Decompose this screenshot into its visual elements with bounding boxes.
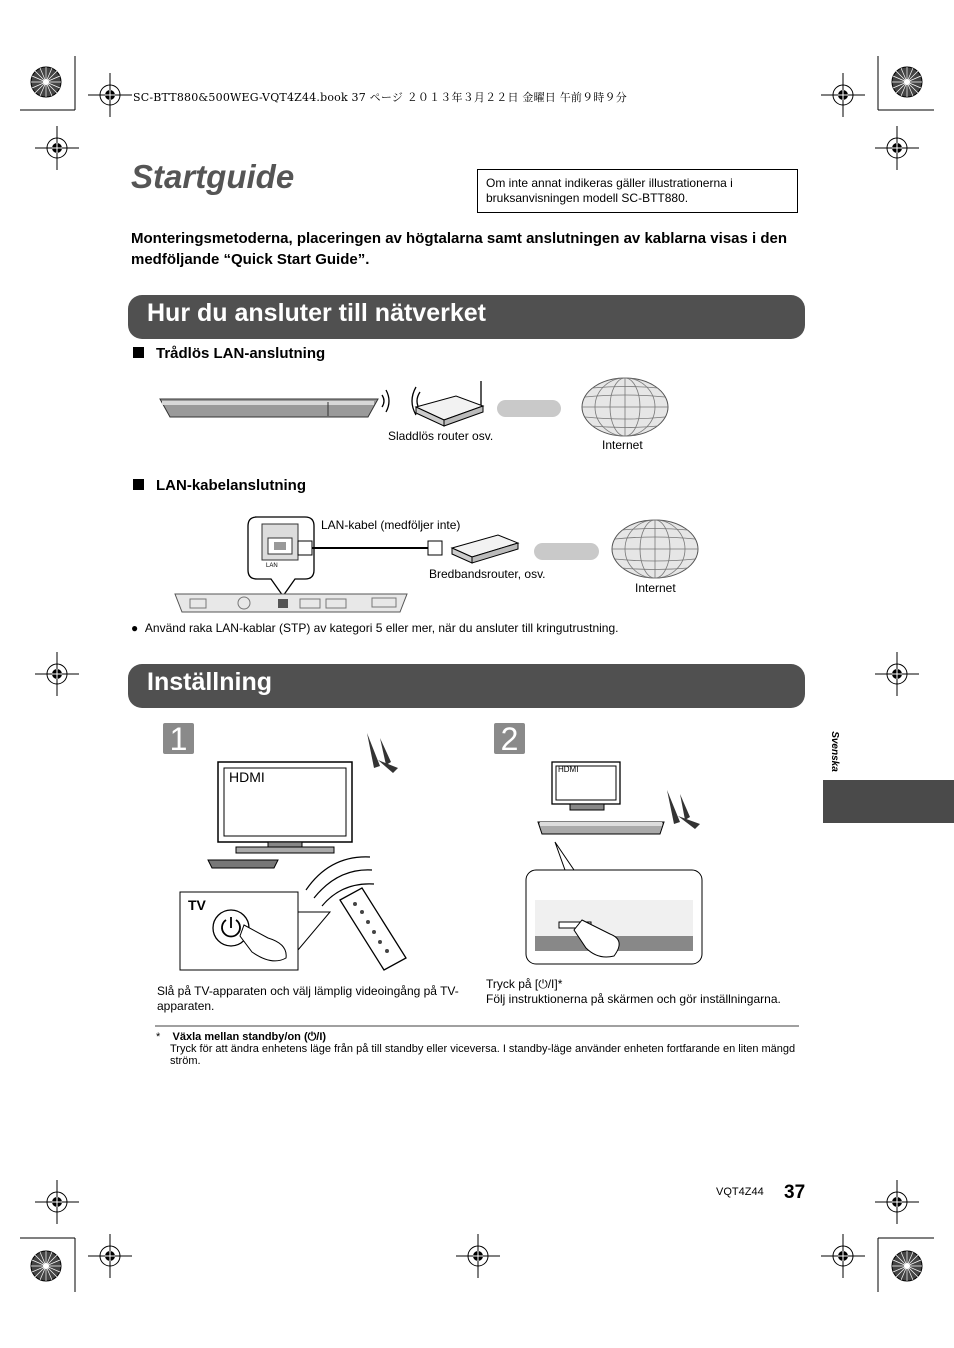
cable-heading-label: LAN-kabelanslutning [156,477,307,494]
intro-text: Monteringsmetoderna, placeringen av högtalarna samt anslutningen av kablarna visas i den medföljande “Quick Start Guide”. [131,230,788,268]
wireless-heading-label: Trådlös LAN-anslutning [156,345,326,362]
cable-heading [133,477,306,494]
footnote [156,1031,796,1067]
wireless-internet-label: Internet [602,438,643,452]
step2-tv-screen-label: HDMI [558,765,579,774]
footnote-text: Tryck för att ändra enhetens läge från på till standby eller viceversa. I standby-läge använder enheten fortfarande en liten mängd ström. [170,1043,796,1067]
square-bullet-icon [133,347,144,358]
lan-bullet-text: Använd raka LAN-kablar (STP) av kategori 5 eller mer, när du ansluter till kringutrustning. [144,621,619,635]
signal-rays-icon [367,733,398,773]
lan-port-label: LAN [266,563,278,569]
page-title: Startguide [131,158,295,195]
language-tab [823,780,954,823]
setup-section-title: Inställning [147,668,272,696]
cable-internet-label: Internet [635,581,676,595]
wifi-waves-icon [382,387,420,415]
lan-bullet-note [131,621,618,635]
side-language-label: Svenska [828,731,840,772]
note-box: Om inte annat indikeras gäller illustrationerna i bruksanvisningen modell SC-BTT880. [477,169,798,213]
step2-caption-line2: Följ instruktionerna på skärmen och gör inställningarna. [486,992,781,1006]
signal-rays-icon [667,790,700,829]
network-section-header [128,295,805,339]
step2-caption-line1: Tryck på [⏻/I]* [486,977,563,991]
step2-caption [486,977,786,1007]
step1-tv-label: TV [188,897,206,913]
wireless-heading [133,345,325,362]
step2-number: 2 [494,723,525,754]
page-number: 37 [784,1182,806,1203]
setup-section-header [128,664,805,708]
wireless-router-label: Sladdlös router osv. [388,429,494,443]
lan-cable-label: LAN-kabel (medföljer inte) [321,518,461,532]
square-bullet-icon [133,479,144,490]
network-section-title: Hur du ansluter till nätverket [147,299,486,327]
step2-illustration [526,762,702,964]
footnote-marker: * [156,1031,161,1043]
page-code: VQT4Z44 [716,1186,764,1198]
step1-number: 1 [163,723,194,754]
step1-illustration [180,733,406,970]
bullet-dot-icon: ● [131,621,139,635]
step1-tv-screen-label: HDMI [229,769,265,785]
footnote-title: Växla mellan standby/on (⏻/I) [172,1031,327,1043]
print-header: SC-BTT880&500WEG-VQT4Z44.book 37 ページ ２０１３年３月２２日 金曜日 午前９時９分 [133,91,627,104]
broadband-router-label: Bredbandsrouter, osv. [429,567,546,581]
step1-caption: Slå på TV-apparaten och välj lämplig videoingång på TV-apparaten. [157,984,459,1013]
wireless-diagram [160,378,668,436]
